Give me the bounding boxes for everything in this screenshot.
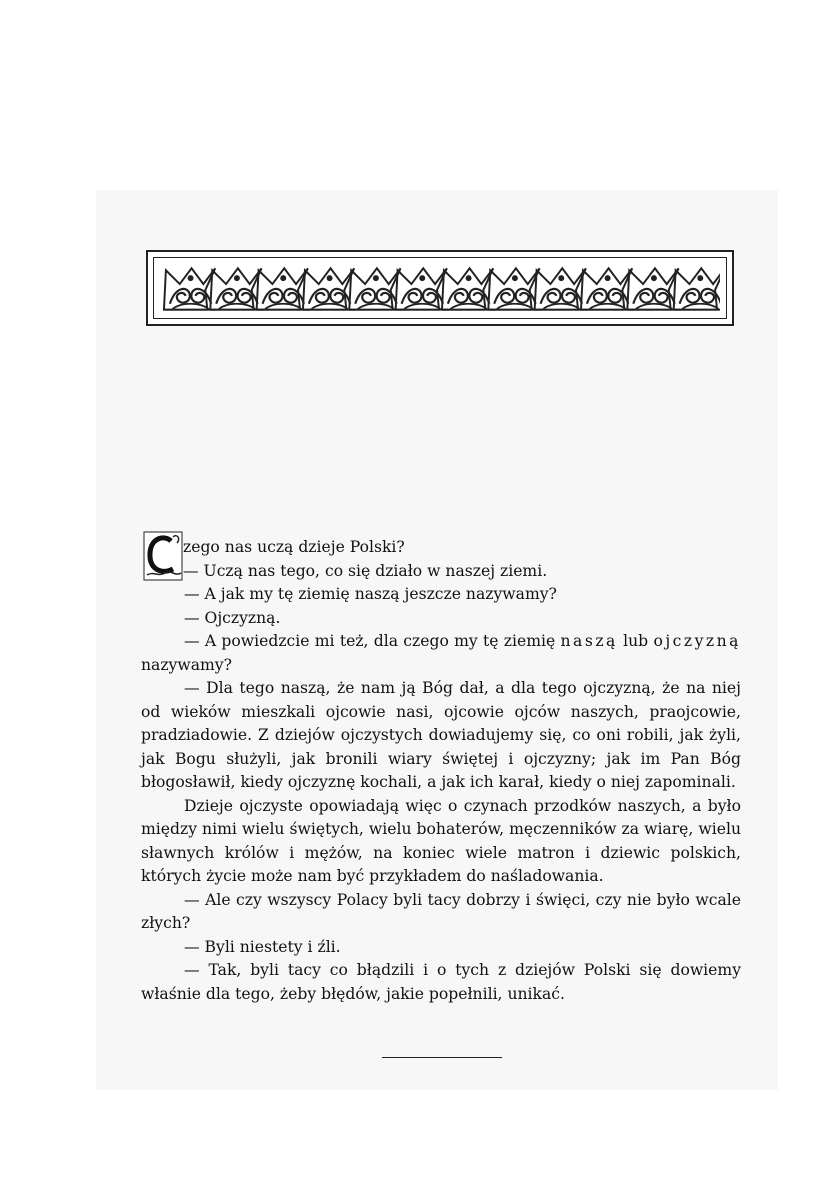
text-run: — A powiedzcie mi też, dla czego my tę ziemię [184, 632, 556, 650]
paragraph: — Ojczyzną. [184, 608, 281, 627]
emphasis-run: naszą [560, 632, 618, 650]
paragraph: Dzieje ojczyste opowiadają więc o czynach przodków naszych, a było między nimi wielu świętych, wielu bohaterów, męczenników za wiarę, wielu sławnych królów i mężów, na koniec wiele matron i dziewic polskich, których życie może nam być przykładem do naśladowania. [141, 796, 741, 885]
text-run: nazywamy? [141, 655, 232, 674]
emphasis-run: ojczyzną [653, 632, 741, 650]
paragraph: — Ale czy wszyscy Polacy byli tacy dobrzy i święci, czy nie było wcale złych? [141, 890, 741, 932]
paragraph: — Byli niestety i źli. [184, 937, 341, 956]
paragraph: — A jak my tę ziemię naszą jeszcze nazywamy? [184, 585, 557, 603]
paragraph: — Uczą nas tego, co się działo w naszej ziemi. [183, 561, 548, 580]
text-run: lub [623, 632, 649, 650]
section-divider [382, 1057, 502, 1058]
dropcap-text: C [159, 556, 167, 567]
paragraph [141, 630, 741, 677]
ornament-band [160, 262, 720, 314]
ornament-frame [153, 257, 727, 319]
paragraph: — Tak, byli tacy co błądzili i o tych z dziejów Polski się dowiemy właśnie dla tego, żeby błędów, jakie popełnili, unikać. [141, 961, 741, 1003]
ornamental-header [146, 250, 734, 326]
body-text [141, 536, 741, 1006]
paragraph: — Dla tego naszą, że nam ją Bóg dał, a dla tego ojczyzną, że na niej od wieków mieszkali ojcowie nasi, ojcowie ojców naszych, praojcowie, pradziadowie. Z dziejów ojczystych dowiadujemy się, co oni robili, jak żyli, jak Bogu służyli, jak bronili wiary świętej i ojczyzny; jak im Pan Bóg błogosławił, kiedy ojczyznę kochali, a jak ich karał, kiedy o niej zapominali. [141, 679, 741, 791]
paragraph: zego nas uczą dzieje Polski? [183, 538, 405, 556]
